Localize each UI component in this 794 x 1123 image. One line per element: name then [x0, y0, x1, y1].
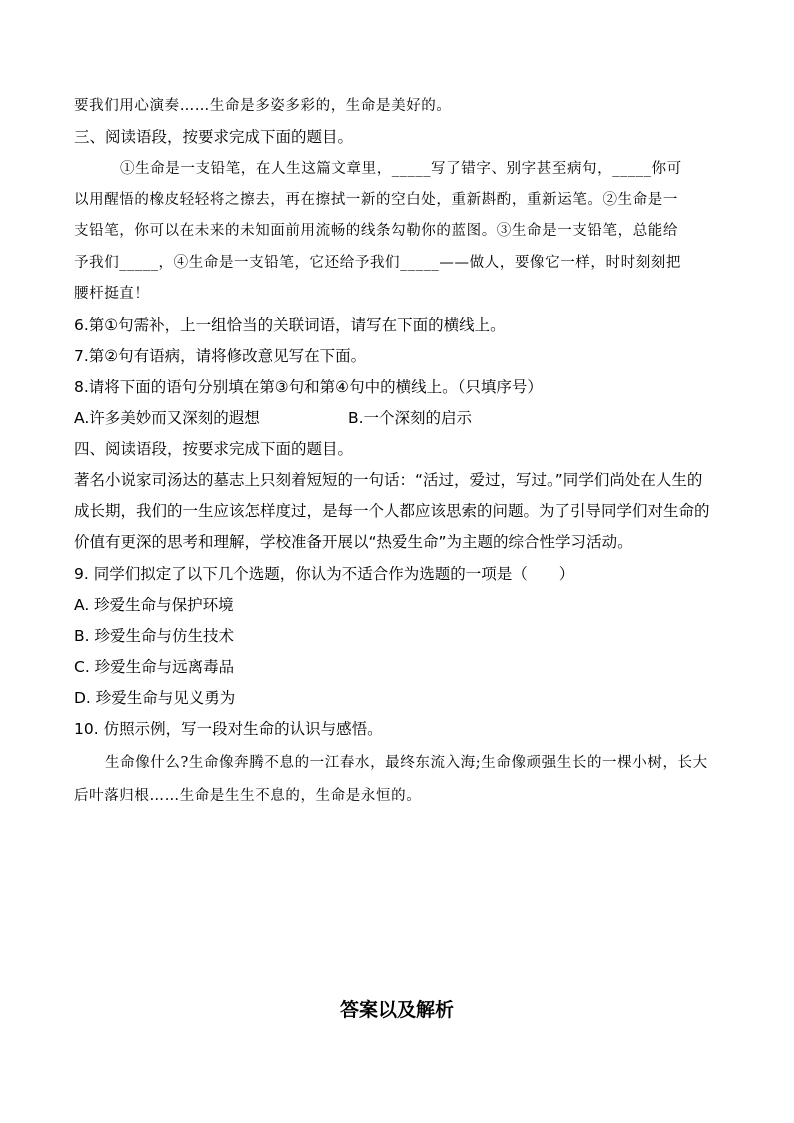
passage-line-1: ①生命是一支铅笔，在人生这篇文章里，_____写了错字、别字甚至病句，_____你可 — [120, 161, 682, 177]
paragraph-line-2: 成长期，我们的一生应该怎样度过，是每一个人都应该思索的问题。为了引导同学们对生命的 — [74, 502, 710, 520]
question-8: 8.请将下面的语句分别填在第③句和第④句中的横线上。（只填序号） — [74, 378, 543, 396]
example-line-1: 生命像什么?生命像奔腾不息的一江春水，最终东流入海;生命像顽强生长的一棵小树，长大 — [105, 755, 708, 771]
passage-line-2: 以用醒悟的橡皮轻轻将之擦去，再在擦拭一新的空白处，重新斟酌，重新运笔。②生命是一 — [74, 192, 678, 208]
answer-section-title: 答案以及解析 — [339, 999, 454, 1021]
paragraph-line-1: 著名小说家司汤达的墓志上只刻着短短的一句话：“活过，爱过，写过。”同学们尚处在人生的 — [74, 471, 703, 489]
question-6: 6.第①句需补，上一组恰当的关联词语，请写在下面的横线上。 — [74, 316, 506, 334]
section-four-heading: 四、阅读语段，按要求完成下面的题目。 — [74, 440, 354, 458]
paragraph-line-3: 价值有更深的思考和理解，学校准备开展以“热爱生命”为主题的综合性学习活动。 — [74, 533, 633, 551]
choice-a: A. 珍爱生命与保护环境 — [74, 596, 234, 614]
question-7: 7.第②句有语病，请将修改意见写在下面。 — [74, 347, 367, 365]
passage-line-4: 予我们_____，④生命是一支铅笔，它还给予我们_____——做人，要像它一样，时时刻刻把 — [74, 255, 681, 271]
choice-c: C. 珍爱生命与远离毒品 — [74, 658, 235, 676]
option-b: B.一个深刻的启示 — [348, 409, 473, 427]
passage-ending-line: 要我们用心演奏……生命是多姿多彩的，生命是美好的。 — [74, 98, 452, 114]
option-a: A.许多美妙而又深刻的遐想 — [74, 409, 260, 427]
choice-d: D. 珍爱生命与见义勇为 — [74, 689, 236, 707]
question-9: 9. 同学们拟定了以下几个选题，你认为不适合作为选题的一项是（ ） — [74, 565, 575, 583]
example-line-2: 后叶落归根……生命是生生不息的，生命是永恒的。 — [74, 788, 422, 804]
passage-line-5: 腰杆挺直！ — [74, 286, 150, 302]
choice-b: B. 珍爱生命与仿生技术 — [74, 627, 234, 645]
question-10: 10. 仿照示例，写一段对生命的认识与感悟。 — [74, 720, 383, 738]
passage-line-3: 支铅笔，你可以在未来的未知面前用流畅的线条勾勒你的蓝图。③生命是一支铅笔，总能给 — [74, 223, 678, 239]
section-three-heading: 三、阅读语段，按要求完成下面的题目。 — [74, 128, 354, 146]
